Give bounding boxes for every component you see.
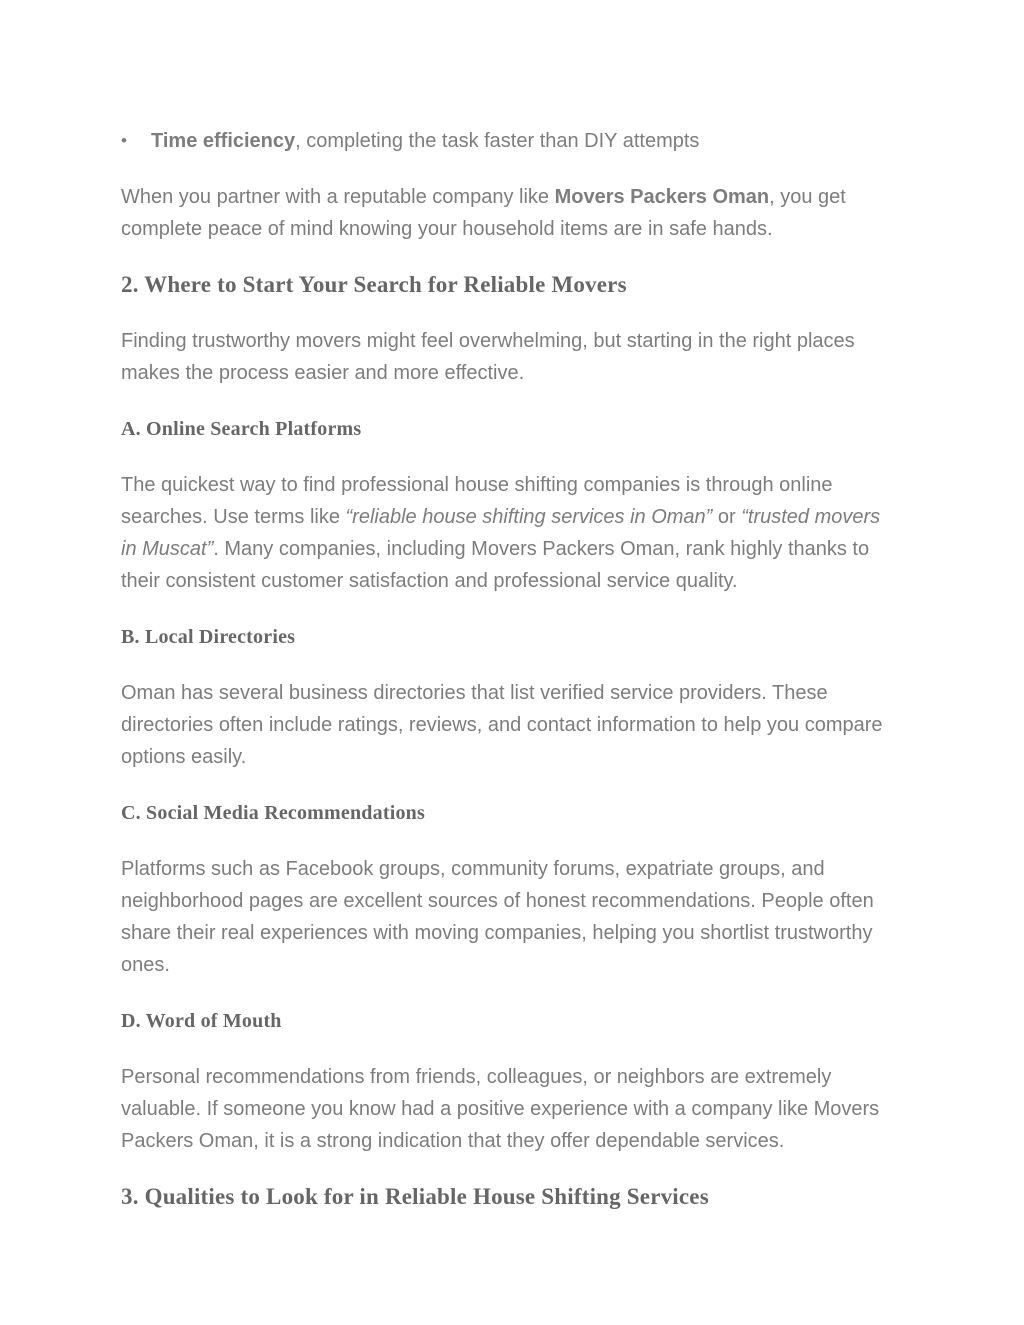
benefit-list-item xyxy=(121,125,893,157)
company-name-bold: Movers Packers Oman xyxy=(554,186,770,208)
subsection-a-paragraph xyxy=(121,469,893,597)
subsection-d-paragraph: Personal recommendations from friends, colleagues, or neighbors are extremely valuable. If someone you know had a positive experience with a company like Movers Packers Oman, it is a strong indication that they offer dependable services. xyxy=(121,1066,880,1152)
intro-part1: When you partner with a reputable company like xyxy=(121,186,555,208)
benefit-list-item-text xyxy=(151,125,699,157)
section-3-heading: 3. Qualities to Look for in Reliable House Shifting Services xyxy=(121,1184,709,1209)
intro-part2: , you get complete peace of mind knowing your household items are in safe hands. xyxy=(121,186,846,240)
benefit-bold-text: Time efficiency xyxy=(151,130,296,152)
subsection-b-heading: B. Local Directories xyxy=(121,626,296,648)
subsection-b-paragraph: Oman has several business directories that list verified service providers. These directories often include ratings, reviews, and contact information to help you compare options easily. xyxy=(121,682,883,768)
bullet-icon: • xyxy=(121,131,127,150)
subsection-a-part1: The quickest way to find professional house shifting companies is through online searches. Use terms like xyxy=(121,474,833,528)
subsection-a-part3: . Many companies, including Movers Packers Oman, rank highly thanks to their consistent customer satisfaction and professional service quality. xyxy=(121,538,870,592)
intro-paragraph xyxy=(121,181,893,245)
section-2-intro-paragraph: Finding trustworthy movers might feel overwhelming, but starting in the right places makes the process easier and more effective. xyxy=(121,330,855,384)
subsection-c-paragraph: Platforms such as Facebook groups, community forums, expatriate groups, and neighborhood pages are excellent sources of honest recommendations. People often share their real experiences with moving companies, helping you shortlist trustworthy ones. xyxy=(121,858,874,976)
search-term-italic-1: “reliable house shifting services in Oman” xyxy=(345,506,713,528)
subsection-a-part2: or xyxy=(712,506,742,528)
subsection-d-heading: D. Word of Mouth xyxy=(121,1010,282,1032)
section-2-heading: 2. Where to Start Your Search for Reliable Movers xyxy=(121,272,627,297)
benefit-regular-text: , completing the task faster than DIY attempts xyxy=(295,130,700,152)
subsection-c-heading: C. Social Media Recommendations xyxy=(121,802,425,824)
subsection-a-heading: A. Online Search Platforms xyxy=(121,418,362,440)
search-term-italic-2: “trusted movers in Muscat” xyxy=(121,506,881,560)
